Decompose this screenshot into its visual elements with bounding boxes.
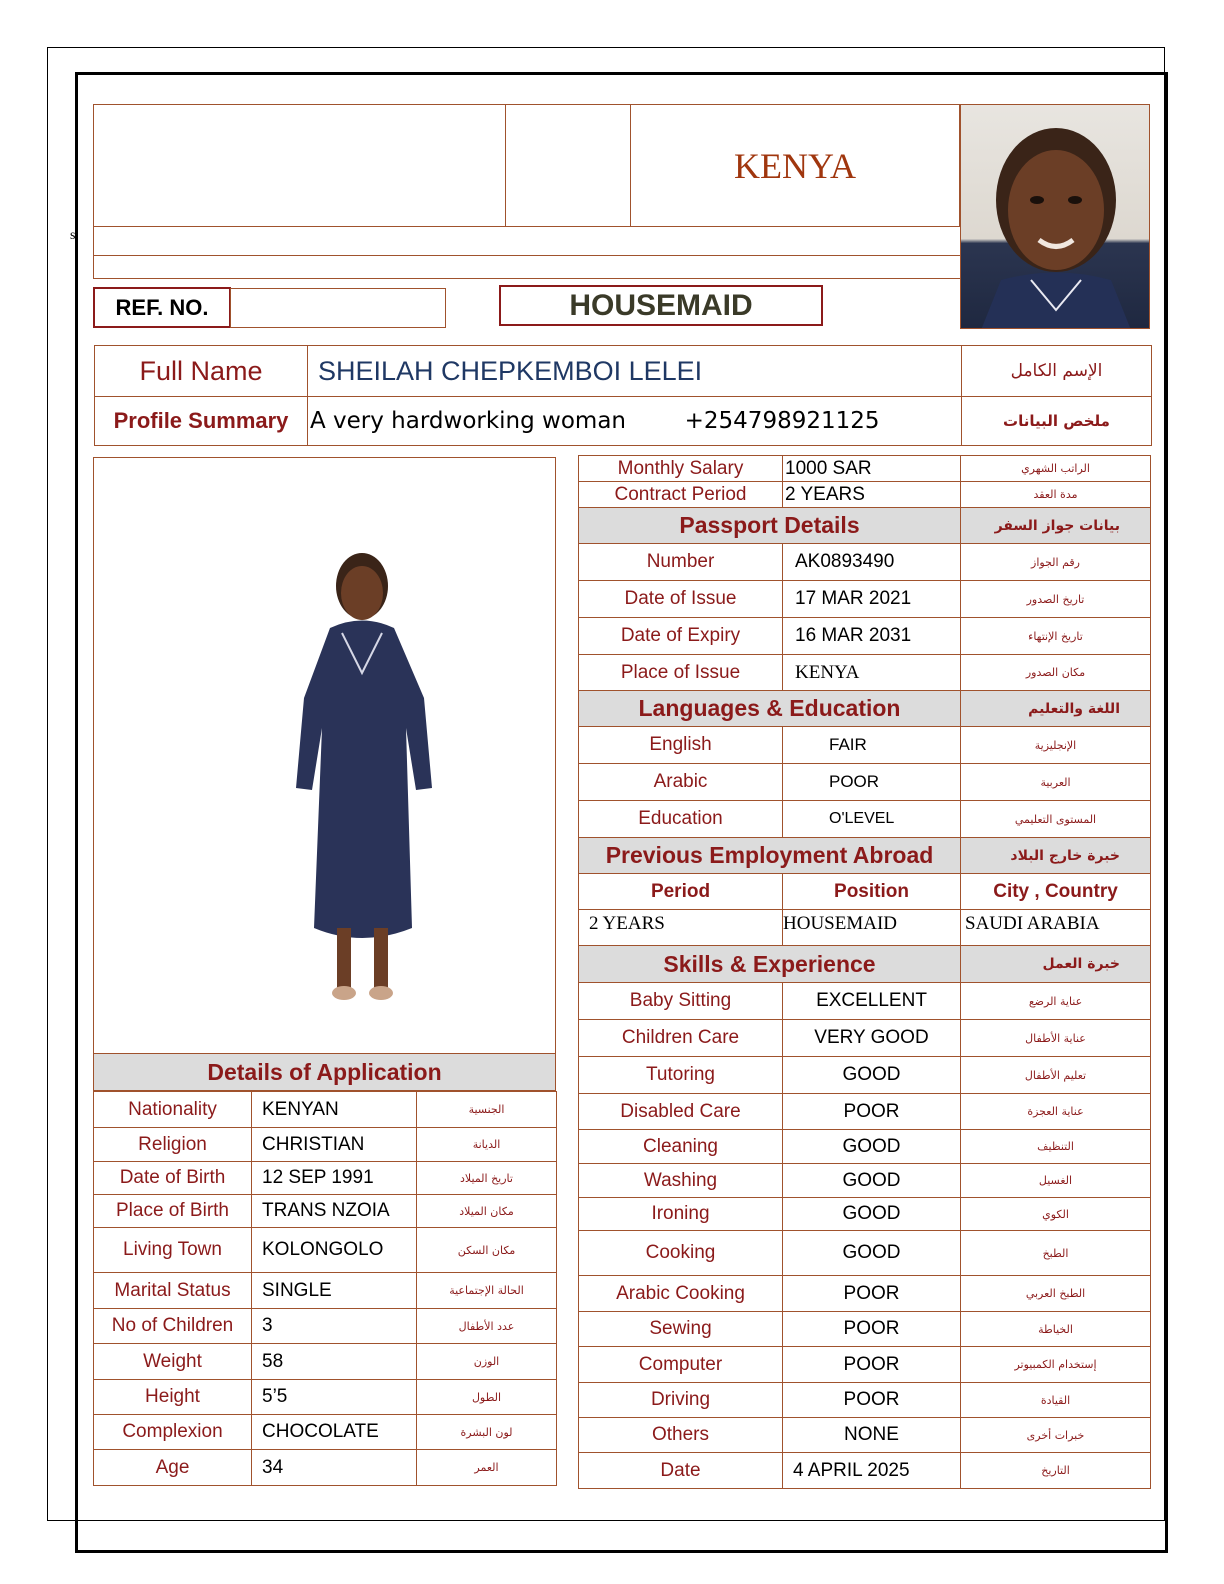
identity-table [94, 345, 1152, 446]
field-value: POOR [783, 1094, 961, 1130]
field-value: KOLONGOLO [252, 1228, 417, 1273]
field-arabic-label: الطبخ العربي [961, 1276, 1151, 1312]
skill-row [579, 1383, 1151, 1418]
field-label: Cooking [579, 1231, 783, 1276]
field-arabic-label: الجنسية [417, 1092, 557, 1128]
field-label: Place of Issue [579, 655, 783, 691]
field-value: KENYA [783, 655, 961, 691]
right-details-table [578, 455, 1151, 1489]
full-name-value: SHEILAH CHEPKEMBOI LELEI [308, 346, 962, 397]
employment-location: SAUDI ARABIA [961, 910, 1151, 946]
field-label: Date [579, 1453, 783, 1489]
field-value: 34 [252, 1450, 417, 1486]
field-label: Height [94, 1380, 252, 1415]
field-arabic-label: مكان السكن [417, 1228, 557, 1273]
language-row [579, 764, 1151, 801]
field-label: Disabled Care [579, 1094, 783, 1130]
section-title: Languages & Education [579, 691, 961, 727]
full-name-row [95, 346, 1152, 397]
field-arabic-label: خبرات أخرى [961, 1418, 1151, 1453]
application-row [94, 1195, 557, 1228]
passport-row [579, 655, 1151, 691]
skill-row [579, 983, 1151, 1020]
field-arabic-label: تاريخ الإنتهاء [961, 618, 1151, 655]
field-value: 17 MAR 2021 [783, 581, 961, 618]
field-arabic-label: الوزن [417, 1344, 557, 1380]
skill-row [579, 1453, 1151, 1489]
field-value: POOR [783, 1383, 961, 1418]
profile-summary-row [95, 397, 1152, 446]
field-label: Monthly Salary [579, 456, 783, 482]
field-value: EXCELLENT [783, 983, 961, 1020]
field-arabic-label: الراتب الشهري [961, 456, 1151, 482]
portrait-photo [960, 104, 1150, 329]
passport-row [579, 581, 1151, 618]
passport-row [579, 618, 1151, 655]
language-row [579, 727, 1151, 764]
field-value: 3 [252, 1309, 417, 1344]
field-value: VERY GOOD [783, 1020, 961, 1057]
field-arabic-label: رقم الجواز [961, 544, 1151, 581]
field-value: FAIR [783, 727, 961, 764]
field-arabic-label: القيادة [961, 1383, 1151, 1418]
field-arabic-label: عناية الرضع [961, 983, 1151, 1020]
field-label: Number [579, 544, 783, 581]
field-value: SINGLE [252, 1273, 417, 1309]
field-arabic-label: لون البشرة [417, 1415, 557, 1450]
passport-section-header [579, 508, 1151, 544]
application-row [94, 1273, 557, 1309]
field-arabic-label: تعليم الأطفال [961, 1057, 1151, 1094]
full-name-label: Full Name [95, 346, 308, 397]
field-label: Age [94, 1450, 252, 1486]
field-label: Weight [94, 1344, 252, 1380]
field-arabic-label: الغسيل [961, 1164, 1151, 1198]
employment-section-header [579, 838, 1151, 874]
field-label: Date of Birth [94, 1162, 252, 1195]
section-title: Passport Details [579, 508, 961, 544]
section-title-arabic: اللغة والتعليم [961, 691, 1151, 727]
skill-row [579, 1020, 1151, 1057]
field-value: TRANS NZOIA [252, 1195, 417, 1228]
field-arabic-label: مدة العقد [961, 482, 1151, 508]
field-arabic-label: العمر [417, 1450, 557, 1486]
application-row [94, 1128, 557, 1162]
ref-no-value [230, 288, 446, 328]
skills-section-header [579, 946, 1151, 983]
field-arabic-label: تاريخ الميلاد [417, 1162, 557, 1195]
language-row [579, 801, 1151, 838]
contract-row [579, 456, 1151, 482]
details-of-application-heading: Details of Application [93, 1053, 556, 1091]
header-blank-box-2 [505, 104, 631, 227]
application-row [94, 1380, 557, 1415]
field-arabic-label: الطول [417, 1380, 557, 1415]
field-value: GOOD [783, 1057, 961, 1094]
field-label: Contract Period [579, 482, 783, 508]
field-value: GOOD [783, 1130, 961, 1164]
field-value: 2 YEARS [783, 482, 961, 508]
field-value: AK0893490 [783, 544, 961, 581]
field-label: English [579, 727, 783, 764]
skill-row [579, 1347, 1151, 1383]
field-arabic-label: مكان الميلاد [417, 1195, 557, 1228]
section-title: Previous Employment Abroad [579, 838, 961, 874]
field-value: 12 SEP 1991 [252, 1162, 417, 1195]
employment-row [579, 910, 1151, 946]
field-label: Tutoring [579, 1057, 783, 1094]
field-label: Date of Issue [579, 581, 783, 618]
column-period: Period [579, 874, 783, 910]
field-arabic-label: الحالة الإجتماعية [417, 1273, 557, 1309]
profile-summary-cell [308, 397, 962, 446]
skill-row [579, 1231, 1151, 1276]
section-title-arabic: خبرة خارج البلاد [961, 838, 1151, 874]
section-title-arabic: خبرة العمل [961, 946, 1151, 983]
stray-character: s [70, 228, 76, 243]
application-row [94, 1344, 557, 1380]
application-details-table [93, 1091, 557, 1486]
field-label: Others [579, 1418, 783, 1453]
field-label: Cleaning [579, 1130, 783, 1164]
field-arabic-label: الكوي [961, 1198, 1151, 1231]
field-label: Driving [579, 1383, 783, 1418]
skill-row [579, 1057, 1151, 1094]
employment-period: 2 YEARS [579, 910, 783, 946]
field-value: POOR [783, 1276, 961, 1312]
field-arabic-label: عدد الأطفال [417, 1309, 557, 1344]
application-row [94, 1309, 557, 1344]
profile-summary-label: Profile Summary [95, 397, 308, 446]
field-arabic-label: المستوى التعليمي [961, 801, 1151, 838]
field-arabic-label: عناية الأطفال [961, 1020, 1151, 1057]
employment-column-headers [579, 874, 1151, 910]
skill-row [579, 1094, 1151, 1130]
column-location: City , Country [961, 874, 1151, 910]
column-position: Position [783, 874, 961, 910]
skill-row [579, 1130, 1151, 1164]
field-value: 5’5 [252, 1380, 417, 1415]
field-value: POOR [783, 1312, 961, 1347]
field-arabic-label: الإنجليزية [961, 727, 1151, 764]
field-value: 16 MAR 2031 [783, 618, 961, 655]
skill-row [579, 1164, 1151, 1198]
field-value: GOOD [783, 1198, 961, 1231]
field-label: Marital Status [94, 1273, 252, 1309]
field-arabic-label: الطبخ [961, 1231, 1151, 1276]
application-row [94, 1162, 557, 1195]
field-label: Sewing [579, 1312, 783, 1347]
field-label: Baby Sitting [579, 983, 783, 1020]
field-label: Children Care [579, 1020, 783, 1057]
application-row [94, 1415, 557, 1450]
field-label: Nationality [94, 1092, 252, 1128]
field-value: POOR [783, 1347, 961, 1383]
field-label: Computer [579, 1347, 783, 1383]
skill-row [579, 1418, 1151, 1453]
full-name-arabic: الإسم الكامل [962, 346, 1152, 397]
application-row [94, 1450, 557, 1486]
field-label: Washing [579, 1164, 783, 1198]
full-body-photo [93, 457, 556, 1054]
field-label: Complexion [94, 1415, 252, 1450]
field-arabic-label: عناية العجزة [961, 1094, 1151, 1130]
country-heading: KENYA [630, 104, 960, 227]
field-label: Date of Expiry [579, 618, 783, 655]
field-arabic-label: إستخدام الكمبيوتر [961, 1347, 1151, 1383]
phone-number: +254798921125 [684, 408, 880, 434]
ref-no-label: REF. NO. [93, 287, 231, 328]
languages-section-header [579, 691, 1151, 727]
field-label: Living Town [94, 1228, 252, 1273]
field-value: O'LEVEL [783, 801, 961, 838]
field-value: POOR [783, 764, 961, 801]
field-value: GOOD [783, 1164, 961, 1198]
field-value: CHOCOLATE [252, 1415, 417, 1450]
section-title: Skills & Experience [579, 946, 961, 983]
header-blank-row-2 [93, 255, 961, 279]
field-label: Education [579, 801, 783, 838]
field-value: 58 [252, 1344, 417, 1380]
header-blank-box-1 [93, 104, 506, 227]
skill-row [579, 1198, 1151, 1231]
field-arabic-label: الديانة [417, 1128, 557, 1162]
profile-summary-value: A very hardworking woman [310, 408, 627, 434]
field-arabic-label: الخياطة [961, 1312, 1151, 1347]
section-title-arabic: بيانات جواز السفر [961, 508, 1151, 544]
field-label: Arabic Cooking [579, 1276, 783, 1312]
employment-position: HOUSEMAID [783, 910, 961, 946]
field-value: CHRISTIAN [252, 1128, 417, 1162]
header-blank-row-1 [93, 226, 961, 256]
field-label: No of Children [94, 1309, 252, 1344]
field-label: Place of Birth [94, 1195, 252, 1228]
field-arabic-label: التاريخ [961, 1453, 1151, 1489]
field-value: NONE [783, 1418, 961, 1453]
field-value: KENYAN [252, 1092, 417, 1128]
application-row [94, 1228, 557, 1273]
profile-summary-arabic: ملخص البيانات [962, 397, 1152, 446]
field-value: GOOD [783, 1231, 961, 1276]
field-arabic-label: التنظيف [961, 1130, 1151, 1164]
field-arabic-label: تاريخ الصدور [961, 581, 1151, 618]
field-arabic-label: العربية [961, 764, 1151, 801]
job-title: HOUSEMAID [499, 285, 823, 326]
skill-row [579, 1276, 1151, 1312]
field-label: Religion [94, 1128, 252, 1162]
passport-row [579, 544, 1151, 581]
field-label: Arabic [579, 764, 783, 801]
skill-row [579, 1312, 1151, 1347]
field-label: Ironing [579, 1198, 783, 1231]
field-value: 4 APRIL 2025 [783, 1453, 961, 1489]
contract-row [579, 482, 1151, 508]
field-arabic-label: مكان الصدور [961, 655, 1151, 691]
application-row [94, 1092, 557, 1128]
field-value: 1000 SAR [783, 456, 961, 482]
